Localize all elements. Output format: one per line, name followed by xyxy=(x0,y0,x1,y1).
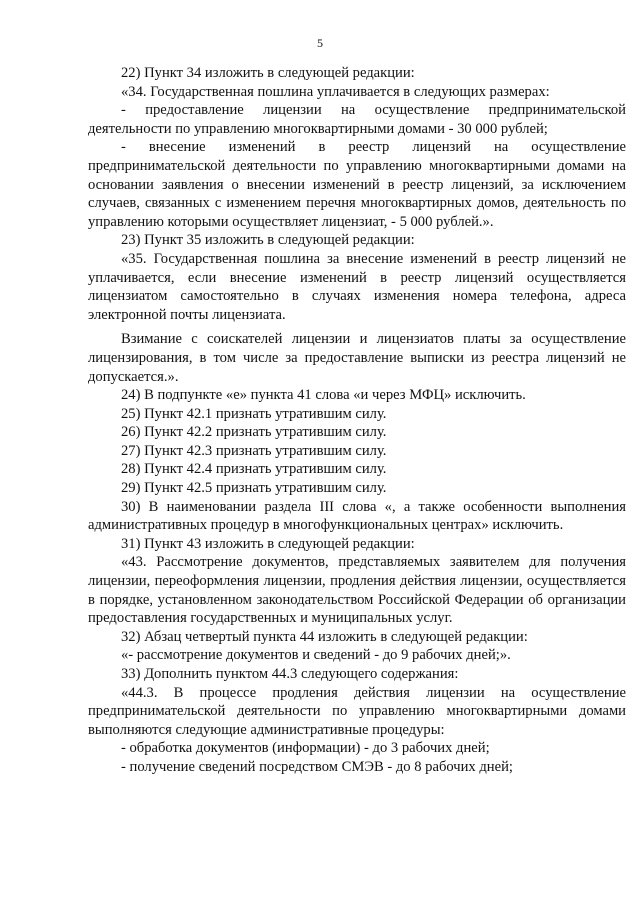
paragraph-28: 28) Пункт 42.4 признать утратившим силу. xyxy=(121,461,387,478)
paragraph-34-item-1: - предоставление лицензии на осуществление предпринимательской деятельности по управлению многоквартирными домами - 30 000 рублей; xyxy=(88,102,626,137)
paragraph-29: 29) Пункт 42.5 признать утратившим силу. xyxy=(121,480,387,497)
paragraph-44-3-item-1: - обработка документов (информации) - до 3 рабочих дней; xyxy=(121,740,490,757)
paragraph-35-text: «35. Государственная пошлина за внесение изменений в реестр лицензий не уплачивается, если внесение изменений в реестр лицензий осуществляется лицензиатом самостоятельно в случаях изменения номера телефона, адреса электронной почты лицензиата. xyxy=(88,250,626,323)
paragraph-26: 26) Пункт 42.2 признать утратившим силу. xyxy=(121,424,387,441)
paragraph-24: 24) В подпункте «е» пункта 41 слова «и через МФЦ» исключить. xyxy=(121,387,526,404)
document-body xyxy=(88,64,626,777)
paragraph-31: 31) Пункт 43 изложить в следующей редакции: xyxy=(121,535,415,552)
paragraph-44-text: «- рассмотрение документов и сведений - до 9 рабочих дней;». xyxy=(121,647,511,664)
paragraph-34-item-2: - внесение изменений в реестр лицензий на осуществление предпринимательской деятельности по управлению многоквартирными домами на основании заявления о внесении изменений в реестр лицензий, за исключением случаев, связанных с изменением перечня многоквартирных домов, деятельность по управлению которыми осуществляет лицензиат, - 5 000 рублей.». xyxy=(88,139,626,230)
paragraph-44-3-text: «44.3. В процессе продления действия лицензии на осуществление предпринимательской деятельности по управлению многоквартирными домами выполняются следующие административные процедуры: xyxy=(88,684,626,738)
paragraph-35-fees: Взимание с соискателей лицензии и лицензиатов платы за осуществление лицензирования, в том числе за предоставление выписки из реестра лицензий не допускается.». xyxy=(88,331,626,385)
page-number: 5 xyxy=(317,36,323,50)
paragraph-44-3-item-2: - получение сведений посредством СМЭВ - до 8 рабочих дней; xyxy=(121,758,513,775)
paragraph-33: 33) Дополнить пунктом 44.3 следующего содержания: xyxy=(121,666,459,682)
paragraph-23: 23) Пункт 35 изложить в следующей редакции: xyxy=(121,232,415,249)
paragraph-30: 30) В наименовании раздела III слова «, а также особенности выполнения административных процедур в многофункциональных центрах» исключить. xyxy=(88,498,626,534)
paragraph-43-text: «43. Рассмотрение документов, представляемых заявителем для получения лицензии, переоформления лицензии, продления действия лицензии, осуществляется в порядке, установленном законодательством Российской Федерации об организации предоставления государственных и муниципальных услуг. xyxy=(88,554,626,627)
paragraph-32: 32) Абзац четвертый пункта 44 изложить в следующей редакции: xyxy=(121,628,528,645)
paragraph-34-heading: «34. Государственная пошлина уплачивается в следующих размерах: xyxy=(121,83,550,100)
paragraph-27: 27) Пункт 42.3 признать утратившим силу. xyxy=(121,442,387,459)
paragraph-25: 25) Пункт 42.1 признать утратившим силу. xyxy=(121,405,387,422)
paragraph-22: 22) Пункт 34 изложить в следующей редакции: xyxy=(121,65,415,81)
